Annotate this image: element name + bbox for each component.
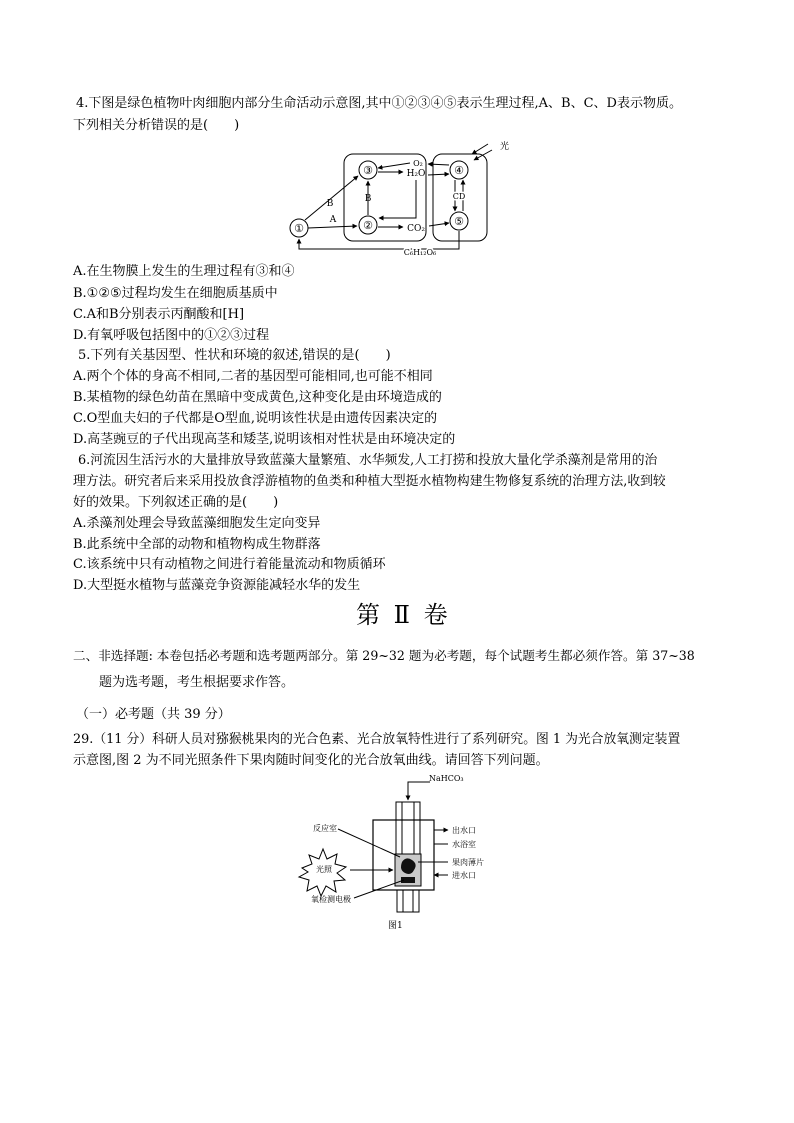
- label-water-out: 出水口: [452, 826, 476, 835]
- label-co2: CO₂: [407, 224, 425, 234]
- label-glucose: C₆H₁₂O₆: [403, 248, 437, 257]
- q5-stem: 5.下列有关基因型、性状和环境的叙述,错误的是( ): [78, 348, 391, 363]
- label-b-upper: B: [326, 199, 334, 209]
- electrode-stem: [397, 890, 419, 912]
- label-a: A: [329, 215, 337, 225]
- q29-oxygen-apparatus-figure: [295, 770, 525, 935]
- section-2-intro-line2: 题为选考题，考生根据要求作答。: [99, 675, 295, 690]
- section-2-title: 第 Ⅱ 卷: [356, 601, 451, 629]
- q6-stem-line3: 好的效果。下列叙述正确的是( ): [73, 495, 279, 510]
- section-2-subheading: （一）必考题（共 39 分）: [76, 707, 231, 722]
- q5-option-c: C.O型血夫妇的子代都是O型血,说明该性状是由遗传因素决定的: [73, 411, 438, 426]
- label-water-in: 进水口: [452, 871, 476, 880]
- q6-option-a: A.杀藻剂处理会导致蓝藻细胞发生定向变异: [73, 516, 321, 531]
- label-b-inner: B: [364, 194, 372, 204]
- label-nahco3: NaHCO₃: [429, 774, 464, 783]
- q4-stem-line2: 下列相关分析错误的是( ): [73, 118, 240, 133]
- q4-metabolism-diagram: [280, 138, 520, 260]
- node-4-label: ④: [454, 164, 464, 177]
- q4-option-b: B.①②⑤过程均发生在细胞质基质中: [73, 286, 278, 301]
- q29-stem-line1: 29.（11 分）科研人员对猕猴桃果肉的光合色素、光合放氧特性进行了系列研究。图 1 为光合放氧测定装置: [73, 732, 681, 747]
- arrow-co2-5: [429, 223, 449, 226]
- arrow-glucose-1: [299, 231, 459, 249]
- arrow-4-o2: [428, 164, 449, 165]
- label-water-bath: 水浴室: [452, 840, 476, 849]
- node-5-label: ⑤: [454, 215, 464, 228]
- label-pulp-slice: 果肉薄片: [452, 858, 484, 867]
- figure-1-caption: 图1: [388, 921, 403, 931]
- arrow-o2-3: [378, 163, 410, 168]
- q6-stem-line2: 理方法。研究者后来采用投放食浮游植物的鱼类和种植大型挺水植物构建生物修复系统的治理方法,收到较: [73, 474, 666, 489]
- label-h2o: H₂O: [406, 169, 426, 179]
- label-light: 光照: [316, 865, 332, 874]
- q4-option-a: A.在生物膜上发生的生理过程有③和④: [73, 264, 295, 279]
- label-reaction-chamber: 反应室: [313, 824, 337, 833]
- label-light: 光: [500, 142, 510, 152]
- q6-option-c: C.该系统中只有动植物之间进行着能量流动和物质循环: [73, 557, 386, 572]
- label-cd: CD: [452, 192, 466, 201]
- q5-option-a: A.两个个体的身高不相同,二者的基因型可能相同,也可能不相同: [73, 369, 433, 384]
- q29-stem-line2: 示意图,图 2 为不同光照条件下果肉随时间变化的光合放氧曲线。请回答下列问题。: [73, 753, 549, 768]
- q6-stem-line1: 6.河流因生活污水的大量排放导致蓝藻大量繁殖、水华频发,人工打捞和投放大量化学杀藻剂是常用的治: [78, 453, 658, 468]
- inlet-tube: [396, 802, 420, 854]
- arrow-b-upper: [305, 176, 358, 220]
- label-o2: O₂: [413, 159, 423, 168]
- q4-option-d: D.有氧呼吸包括图中的①②③过程: [73, 328, 270, 343]
- node-3-label: ③: [363, 164, 373, 177]
- q4-stem-line1: 4.下图是绿色植物叶肉细胞内部分生命活动示意图,其中①②③④⑤表示生理过程,A、B、C、D表示物质。: [76, 96, 682, 111]
- node-2-label: ②: [363, 219, 373, 232]
- q5-option-d: D.高茎豌豆的子代出现高茎和矮茎,说明该相对性状是由环境决定的: [73, 432, 456, 447]
- arrow-h2o-4: [428, 174, 449, 175]
- node-1-label: ①: [294, 222, 304, 235]
- section-2-intro-line1: 二、非选择题: 本卷包括必考题和选考题两部分。第 29~32 题为必考题，每个试题考生都必须作答。第 37~38: [73, 648, 695, 663]
- arrow-h2o-2: [379, 180, 416, 218]
- light-ray-2: [472, 144, 488, 154]
- label-electrode: 氧检测电极: [311, 895, 351, 904]
- q6-option-d: D.大型挺水植物与蓝藻竞争资源能减轻水华的发生: [73, 578, 361, 593]
- arrow-a: [308, 226, 357, 228]
- q5-option-b: B.某植物的绿色幼苗在黑暗中变成黄色,这种变化是由环境造成的: [73, 390, 442, 405]
- q6-option-b: B.此系统中全部的动物和植物构成生物群落: [73, 537, 321, 552]
- q4-option-c: C.A和B分别表示丙酮酸和[H]: [73, 307, 245, 322]
- nahco3-arrow: [408, 782, 430, 800]
